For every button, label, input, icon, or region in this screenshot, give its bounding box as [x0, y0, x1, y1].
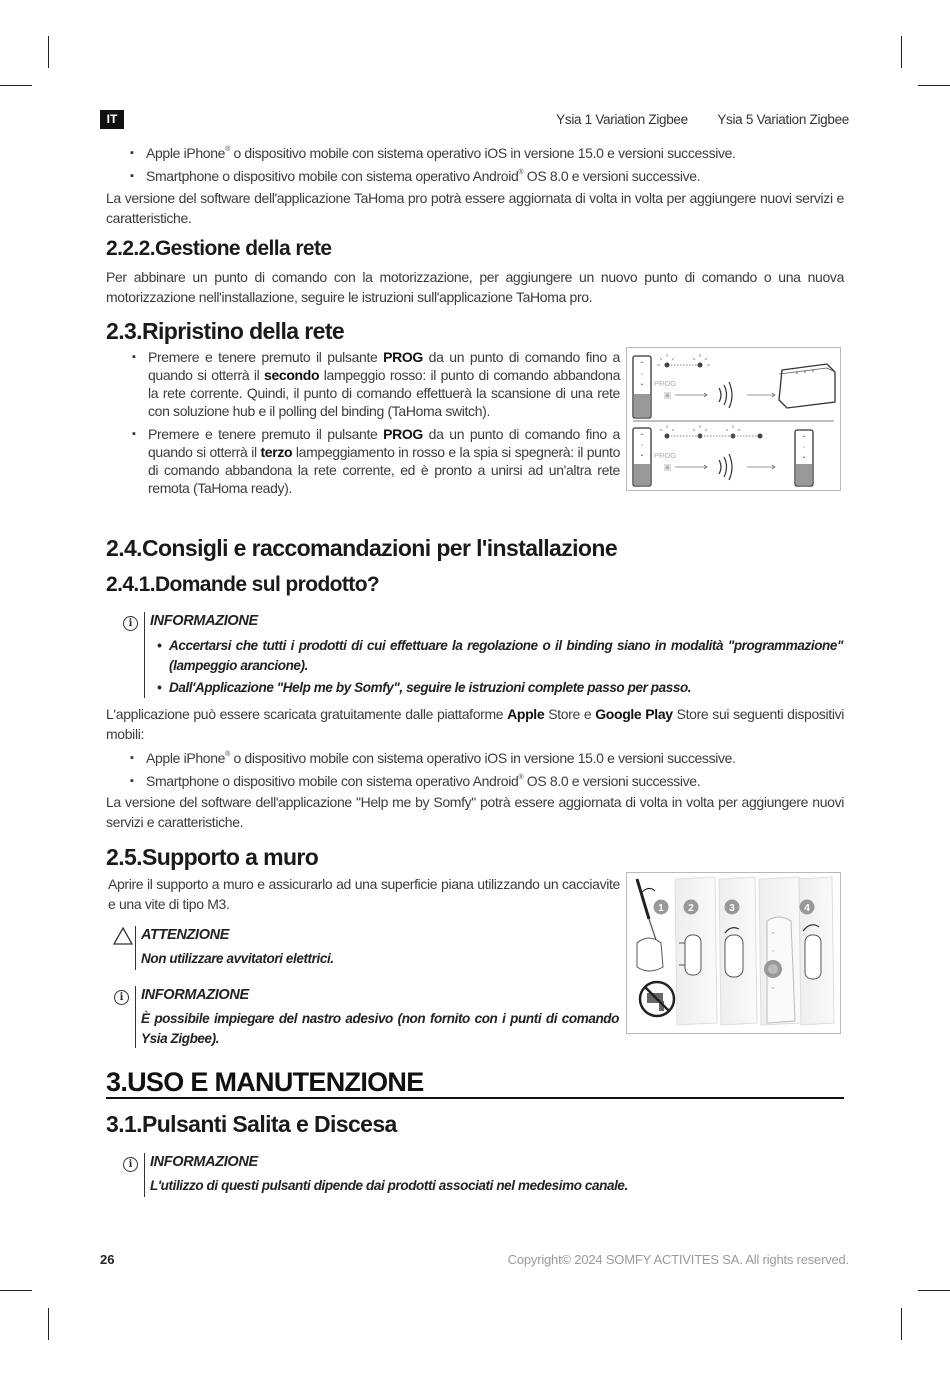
svg-text:◦: ◦: [802, 445, 806, 451]
section-title-2-4: 2.4.Consigli e raccomandazioni per l'installazione: [106, 535, 618, 561]
info-icon: i: [114, 990, 129, 1005]
list-item: ▪ Smartphone o dispositivo mobile con sistema operativo Android® OS 8.0 e versioni successive.: [106, 166, 846, 186]
section-title-2-2-2: 2.2.2.Gestione della rete: [106, 237, 332, 260]
info-icon: i: [123, 1157, 138, 1172]
warning-text: Non utilizzare avvitatori elettrici.: [141, 951, 334, 966]
crop-mark: [0, 85, 32, 86]
page-number: 26: [100, 1252, 115, 1267]
svg-text:⌄: ⌄: [639, 452, 645, 458]
list-item: ▪ Premere e tenere premuto il pulsante PROG da un punto di comando fino a quando si otterrà il terzo lampeggiamento in rosso e la spia si spegnerà: il punto di comando abbandona la rete corrente, ed è pronto a unirsi ad un'altra rete remota (TaHoma ready).: [108, 425, 620, 497]
svg-text:⌄: ⌄: [801, 454, 807, 460]
info-icon: i: [123, 616, 138, 631]
section-title-3-1: 3.1.Pulsanti Salita e Discesa: [106, 1111, 397, 1137]
svg-text:⌄: ⌄: [639, 381, 645, 387]
svg-text:1: 1: [658, 903, 664, 914]
prog-label: PROG: [654, 379, 677, 388]
language-badge: IT: [100, 110, 124, 129]
download-paragraph: L'applicazione può essere scaricata gratuitamente dalle piattaforme Apple Store e Google Play Store sui seguenti dispositivi mobili:: [106, 706, 845, 742]
note-item: • Accertarsi che tutti i prodotti di cui effettuare la regolazione o il binding siano in modalità "programmazione" (lampeggio arancione).: [157, 638, 843, 673]
crop-mark: [901, 1308, 902, 1340]
note-divider: [144, 612, 145, 698]
intro-paragraph: La versione del software dell'applicazione TaHoma pro potrà essere aggiornata di volta in volta per aggiungere nuovi servizi e caratteristiche.: [106, 190, 844, 226]
warning-divider: [135, 926, 136, 970]
header-product-2: Ysia 5 Variation Zigbee: [717, 112, 849, 127]
crop-mark: [918, 1290, 950, 1291]
note-item: • Dall'Applicazione "Help me by Somfy", seguire le istruzioni complete passo per passo.: [157, 680, 692, 695]
note-title: INFORMAZIONE: [150, 613, 258, 629]
crop-mark: [48, 1308, 49, 1340]
step-marker-4: [800, 900, 815, 915]
svg-text:2: 2: [688, 903, 694, 914]
svg-text:⌃: ⌃: [801, 436, 807, 442]
warning-icon: [113, 927, 133, 950]
section-text-2-2-2: Per abbinare un punto di comando con la motorizzazione, per aggiungere un nuovo punto di comando o una nuova motorizzazione nell'installazione, seguire le istruzioni sull'applicazione TaHoma pro.: [106, 269, 844, 305]
list-item: ▪ Apple iPhone® o dispositivo mobile con sistema operativo iOS in versione 15.0 e versioni successive.: [106, 748, 846, 768]
crop-mark: [901, 36, 902, 68]
warning-title: ATTENZIONE: [141, 927, 230, 943]
section-title-2-3: 2.3.Ripristino della rete: [106, 318, 345, 344]
note-title: INFORMAZIONE: [141, 987, 249, 1003]
svg-text:◦: ◦: [640, 443, 644, 449]
svg-text:◦: ◦: [771, 948, 775, 955]
list-item: ▪ Premere e tenere premuto il pulsante PROG da un punto di comando fino a quando si otterrà il secondo lampeggio rosso: il punto di comando abbandona la rete corrente. Quindi, il punto di comando effettuerà la scansione di una rete con soluzione hub e il polling del binding (TaHoma switch).: [108, 348, 620, 420]
prog-label: PROG: [654, 451, 677, 460]
note-divider: [144, 1153, 145, 1197]
note-text: L'utilizzo di questi pulsanti dipende dai prodotti associati nel medesimo canale.: [150, 1178, 628, 1193]
chapter-title-3: 3.USO E MANUTENZIONE: [106, 1067, 424, 1097]
step-marker-2: [684, 900, 699, 915]
reset-bullets: [108, 348, 620, 497]
crop-mark: [48, 36, 49, 68]
copyright: Copyright© 2024 SOMFY ACTIVITES SA. All rights reserved.: [507, 1252, 849, 1267]
section-title-2-5: 2.5.Supporto a muro: [106, 844, 319, 870]
chapter-rule: [106, 1097, 844, 1099]
step-marker-3: [725, 900, 740, 915]
note-divider: [135, 986, 136, 1048]
svg-text:◦: ◦: [640, 372, 644, 378]
app-version-paragraph: La versione del software dell'applicazione "Help me by Somfy" potrà essere aggiornata di volta in volta per aggiungere nuovi servizi e caratteristiche.: [106, 794, 844, 830]
wall-support-figure: [626, 872, 841, 1034]
crop-mark: [918, 85, 950, 86]
network-reset-illustration: [627, 348, 840, 490]
svg-text:⌃: ⌃: [639, 434, 645, 440]
crop-mark: [0, 1290, 32, 1291]
svg-text:4: 4: [804, 903, 810, 914]
section-title-2-4-1: 2.4.1.Domande sul prodotto?: [106, 573, 380, 596]
header-products: [530, 112, 849, 127]
svg-text:⌃: ⌃: [770, 932, 776, 939]
device-bullets: [106, 748, 846, 791]
step-marker-1: [654, 900, 669, 915]
svg-text:⌃: ⌃: [639, 362, 645, 368]
note-text: È possibile impiegare del nastro adesivo (non fornito con i punti di comando Ysia Zigbee).: [141, 1011, 619, 1046]
intro-bullets: [106, 143, 846, 186]
list-item: ▪ Apple iPhone® o dispositivo mobile con sistema operativo iOS in versione 15.0 e versioni successive.: [106, 143, 846, 163]
header-product-1: Ysia 1 Variation Zigbee: [556, 112, 688, 127]
list-item: ▪ Smartphone o dispositivo mobile con sistema operativo Android® OS 8.0 e versioni successive.: [106, 771, 846, 791]
note-title: INFORMAZIONE: [150, 1154, 258, 1170]
network-reset-figure: [626, 347, 841, 491]
section-text-2-5: Aprire il supporto a muro e assicurarlo ad una superficie piana utilizzando un cacciavite e una vite di tipo M3.: [108, 876, 620, 912]
svg-text:3: 3: [729, 903, 735, 914]
svg-text:⌄: ⌄: [770, 984, 776, 991]
wall-support-illustration: [627, 873, 840, 1033]
